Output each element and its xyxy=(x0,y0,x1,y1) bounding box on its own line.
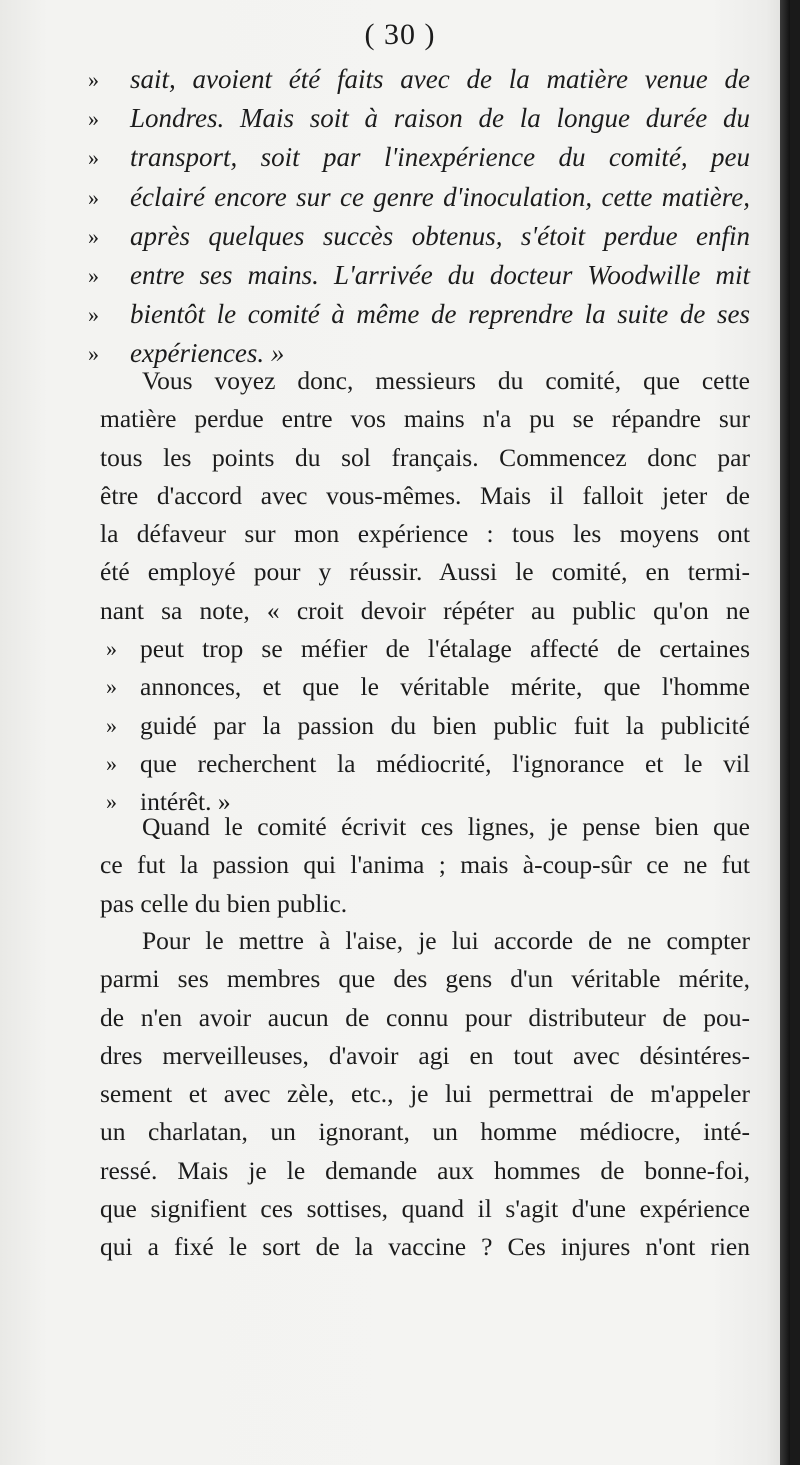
quote-line xyxy=(88,178,750,217)
body-line: Quand le comité écrivit ces lignes, je pense bien que xyxy=(142,812,750,841)
body-line-quoted xyxy=(100,745,750,783)
page-number: ( 30 ) xyxy=(364,18,436,51)
body-line: tous les points du sol français. Commencez donc par xyxy=(100,442,750,472)
quote-line-text: sait, avoient été faits avec de la matière venue de xyxy=(130,64,750,94)
quote-line-text: bientôt le comité à même de reprendre la suite de ses xyxy=(130,299,750,330)
quote-line-text: Londres. Mais soit à raison de la longue durée du xyxy=(130,103,750,134)
body-line-text: guidé par la passion du bien public fuit la publicité xyxy=(140,710,750,740)
guillemet-mark: » xyxy=(106,712,117,738)
guillemet-mark: » xyxy=(88,184,99,210)
body-line-quoted xyxy=(100,707,750,745)
body-line: Pour le mettre à l'aise, je lui accorde de ne compter xyxy=(142,926,750,955)
body-line-quoted xyxy=(100,630,750,668)
body-line: ressé. Mais je le demande aux hommes de bonne-foi, xyxy=(100,1155,750,1185)
body-line: dres merveilleuses, d'avoir agi en tout avec désintéres- xyxy=(100,1040,750,1070)
body-line: être d'accord avec vous-mêmes. Mais il falloit jeter de xyxy=(100,480,750,510)
body-line: matière perdue entre vos mains n'a pu se répandre sur xyxy=(100,404,750,434)
body-line: que signifient ces sottises, quand il s'agit d'une expérience xyxy=(100,1194,750,1224)
body-line: un charlatan, un ignorant, un homme médiocre, inté- xyxy=(100,1117,750,1147)
quote-line xyxy=(88,295,750,334)
quoted-passage xyxy=(88,60,750,374)
guillemet-mark: » xyxy=(88,302,99,328)
quote-line xyxy=(88,60,750,99)
guillemet-mark: » xyxy=(88,223,99,249)
body-line-quoted xyxy=(100,668,750,706)
paragraph-3 xyxy=(100,922,750,1267)
guillemet-mark: » xyxy=(88,263,99,289)
quote-line-text: transport, soit par l'inexpérience du comité, peu xyxy=(130,142,750,173)
paragraph-1 xyxy=(100,362,750,822)
quote-line xyxy=(88,138,750,177)
quote-line-text: après quelques succès obtenus, s'étoit perdue enfin xyxy=(130,220,750,251)
guillemet-mark: » xyxy=(106,789,117,815)
guillemet-mark: » xyxy=(88,145,99,171)
quote-line xyxy=(88,256,750,295)
body-line: la défaveur sur mon expérience : tous les moyens ont xyxy=(100,519,750,549)
guillemet-mark: » xyxy=(106,674,117,700)
body-line: pas celle du bien public. xyxy=(100,888,348,918)
guillemet-mark: » xyxy=(88,67,99,92)
body-line-text: peut trop se méfier de l'étalage affecté de certaines xyxy=(140,634,750,664)
quote-line-text: expériences. » xyxy=(130,338,285,369)
guillemet-mark: » xyxy=(106,750,117,776)
page-edge-shadow xyxy=(780,0,790,1465)
quote-line-text: entre ses mains. L'arrivée du docteur Woodwille mit xyxy=(130,260,750,291)
quote-line xyxy=(88,99,750,138)
body-line: ce fut la passion qui l'anima ; mais à-coup-sûr ce ne fut xyxy=(100,850,750,880)
body-line: qui a fixé le sort de la vaccine ? Ces injures n'ont rien xyxy=(100,1232,750,1262)
body-line: nant sa note, « croit devoir répéter au public qu'on ne xyxy=(100,595,750,625)
body-line: de n'en avoir aucun de connu pour distributeur de pou- xyxy=(100,1002,750,1032)
guillemet-mark: » xyxy=(88,341,99,367)
body-line-text: annonces, et que le véritable mérite, que l'homme xyxy=(140,672,750,702)
paragraph-2 xyxy=(100,808,750,923)
body-line: parmi ses membres que des gens d'un véritable mérite, xyxy=(100,964,750,994)
body-line-text: que recherchent la médiocrité, l'ignorance et le vil xyxy=(140,748,750,778)
quote-line xyxy=(88,217,750,256)
body-line: sement et avec zèle, etc., je lui permettrai de m'appeler xyxy=(100,1079,750,1109)
body-line-text: intérêt. » xyxy=(140,787,231,817)
body-line: Vous voyez donc, messieurs du comité, que cette xyxy=(142,366,750,395)
body-line: été employé pour y réussir. Aussi le comité, en termi- xyxy=(100,557,750,587)
quote-line-text: éclairé encore sur ce genre d'inoculation, cette matière, xyxy=(130,181,750,212)
guillemet-mark: » xyxy=(106,636,117,662)
guillemet-mark: » xyxy=(88,106,99,132)
